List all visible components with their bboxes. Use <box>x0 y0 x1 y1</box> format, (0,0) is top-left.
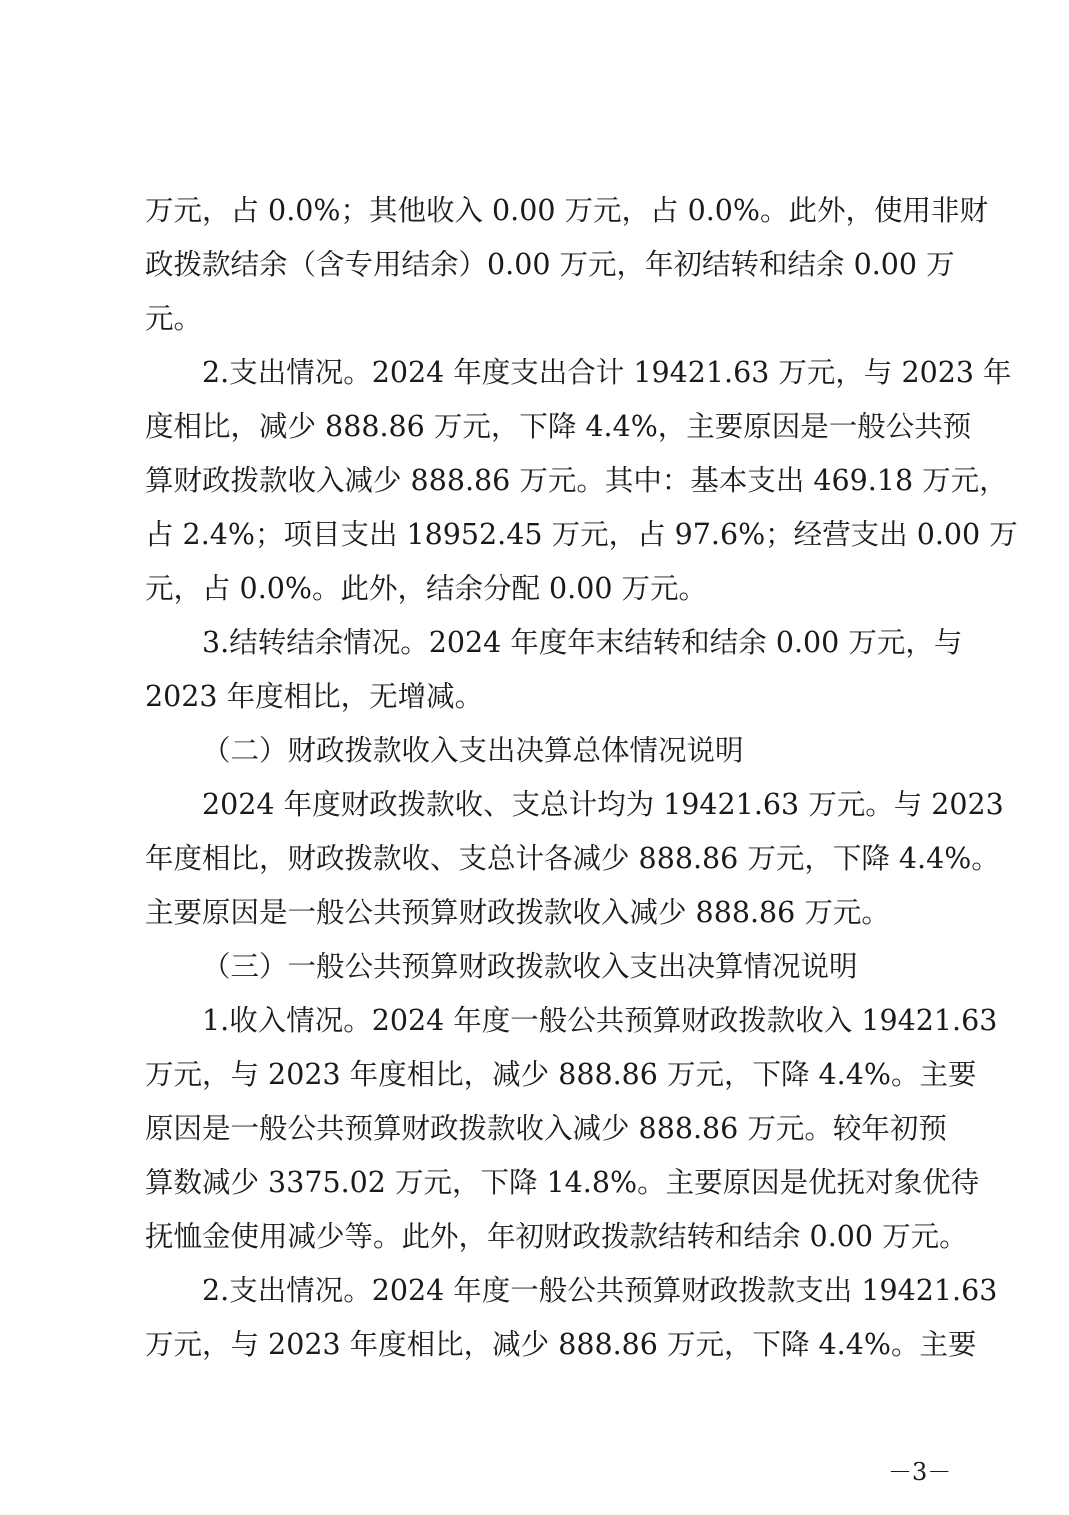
text-line: 1.收入情况。2024 年度一般公共预算财政拨款收入 19421.63 <box>202 1004 998 1037</box>
text-line: 度相比，减少 888.86 万元，下降 4.4%，主要原因是一般公共预 <box>145 410 972 443</box>
text-line: 算数减少 3375.02 万元，下降 14.8%。主要原因是优抚对象优待 <box>145 1166 980 1199</box>
text-line: 万元，与 2023 年度相比，减少 888.86 万元，下降 4.4%。主要 <box>145 1058 977 1091</box>
text-line: 政拨款结余（含专用结余）0.00 万元，年初结转和结余 0.00 万 <box>145 248 955 281</box>
text-line: 占 2.4%；项目支出 18952.45 万元，占 97.6%；经营支出 0.00 万 <box>145 518 1018 551</box>
text-line: 元，占 0.0%。此外，结余分配 0.00 万元。 <box>145 572 708 605</box>
page-number: －3－ <box>888 1458 952 1486</box>
section-heading: （三）一般公共预算财政拨款收入支出决算情况说明 <box>202 950 858 983</box>
text-line: 万元，占 0.0%；其他收入 0.00 万元，占 0.0%。此外，使用非财 <box>145 194 989 227</box>
text-line: 算财政拨款收入减少 888.86 万元。其中：基本支出 469.18 万元， <box>145 464 1008 497</box>
text-line: 年度相比，财政拨款收、支总计各减少 888.86 万元，下降 4.4%。 <box>145 842 1000 875</box>
text-line: 抚恤金使用减少等。此外，年初财政拨款结转和结余 0.00 万元。 <box>145 1220 968 1253</box>
text-line: 2.支出情况。2024 年度一般公共预算财政拨款支出 19421.63 <box>202 1274 998 1307</box>
section-heading: （二）财政拨款收入支出决算总体情况说明 <box>202 734 744 767</box>
text-line: 元。 <box>145 302 203 335</box>
text-line: 原因是一般公共预算财政拨款收入减少 888.86 万元。较年初预 <box>145 1112 947 1145</box>
text-line: 2.支出情况。2024 年度支出合计 19421.63 万元，与 2023 年 <box>202 356 1012 389</box>
text-line: 2024 年度财政拨款收、支总计均为 19421.63 万元。与 2023 <box>202 788 1004 821</box>
body-text <box>145 184 1018 1372</box>
text-line: 主要原因是一般公共预算财政拨款收入减少 888.86 万元。 <box>145 896 890 929</box>
text-line: 2023 年度相比，无增减。 <box>145 680 484 713</box>
text-line: 3.结转结余情况。2024 年度年末结转和结余 0.00 万元，与 <box>202 626 963 659</box>
text-line: 万元，与 2023 年度相比，减少 888.86 万元，下降 4.4%。主要 <box>145 1328 977 1361</box>
